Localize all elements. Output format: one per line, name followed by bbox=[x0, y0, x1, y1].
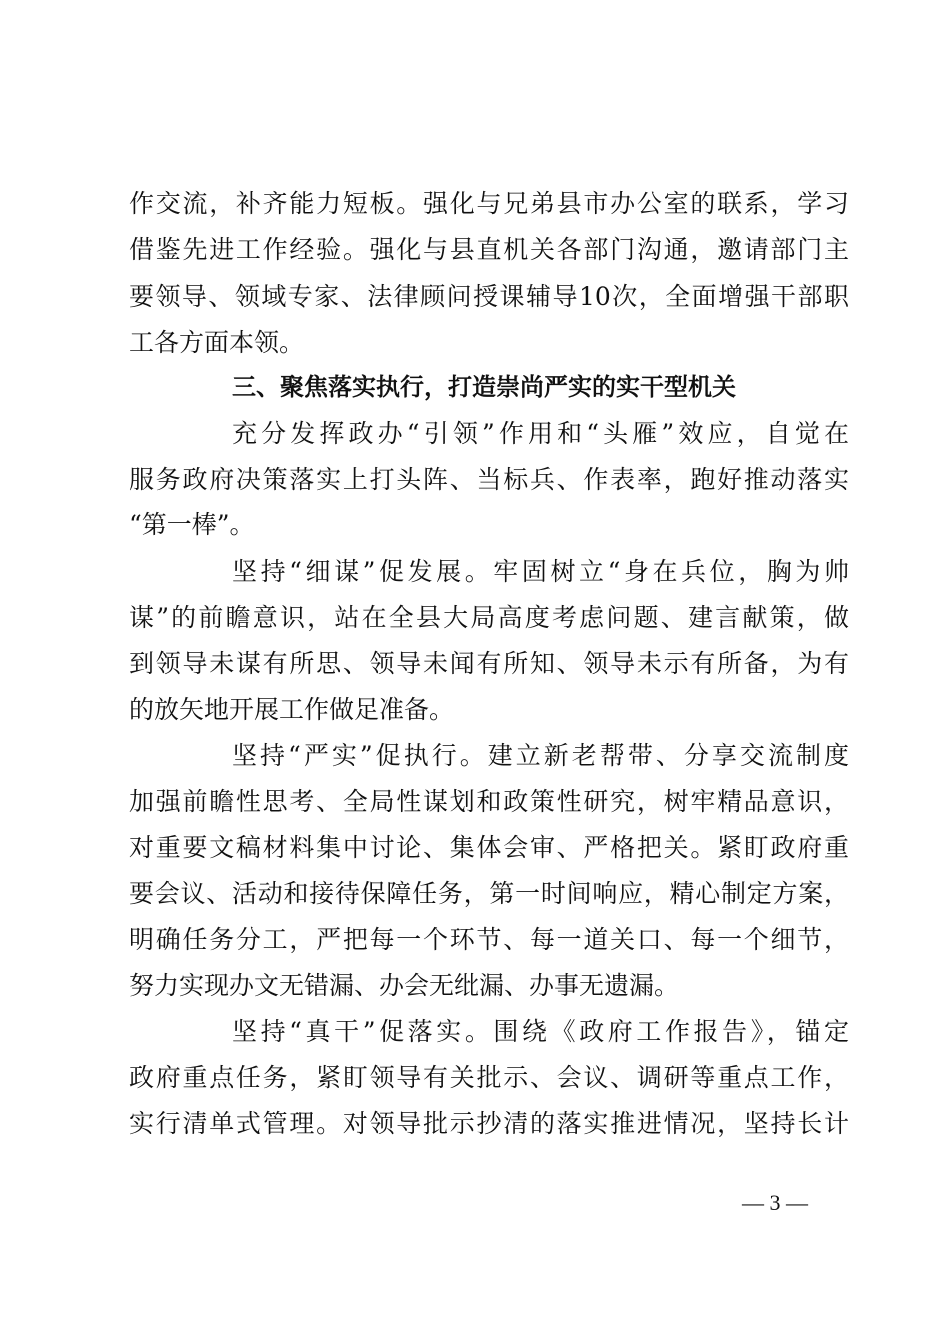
paragraph-line: 工各方面本领。 bbox=[129, 328, 305, 357]
section-heading: 三、聚焦落实执行，打造崇尚严实的实干型机关 bbox=[232, 373, 736, 401]
paragraph-line: 要领导、领域专家、法律顾问授课辅导10次，全面增强干部职 bbox=[129, 282, 849, 311]
paragraph-line: 充分发挥政办“引领”作用和“头雁”效应，自觉在 bbox=[232, 419, 849, 448]
paragraph-line: 坚持“细谋”促发展。牢固树立“身在兵位，胸为帅 bbox=[232, 557, 849, 586]
paragraph-line: 的放矢地开展工作做足准备。 bbox=[129, 695, 455, 724]
paragraph-line: 坚持“真干”促落实。围绕《政府工作报告》，锚定 bbox=[232, 1017, 849, 1046]
paragraph-line: 努力实现办文无错漏、办会无纰漏、办事无遗漏。 bbox=[129, 971, 680, 1000]
page-number: — 3 — bbox=[742, 1190, 808, 1215]
paragraph-line: 服务政府决策落实上打头阵、当标兵、作表率，跑好推动落实 bbox=[129, 465, 849, 494]
paragraph-line: 明确任务分工，严把每一个环节、每一道关口、每一个细节， bbox=[129, 925, 849, 954]
paragraph-line: 到领导未谋有所思、领导未闻有所知、领导未示有所备，为有 bbox=[129, 649, 849, 678]
paragraph-line: “第一棒”。 bbox=[129, 510, 255, 539]
paragraph-line: 借鉴先进工作经验。强化与县直机关各部门沟通，邀请部门主 bbox=[129, 235, 849, 264]
paragraph-line: 作交流，补齐能力短板。强化与兄弟县市办公室的联系，学习 bbox=[129, 189, 849, 218]
paragraph-line: 政府重点任务，紧盯领导有关批示、会议、调研等重点工作， bbox=[129, 1063, 849, 1092]
paragraph-line: 要会议、活动和接待保障任务，第一时间响应，精心制定方案， bbox=[129, 879, 849, 908]
paragraph-line: 坚持“严实”促执行。建立新老帮带、分享交流制度 bbox=[232, 741, 849, 770]
paragraph-line: 实行清单式管理。对领导批示抄清的落实推进情况，坚持长计 bbox=[129, 1109, 849, 1138]
paragraph-line: 加强前瞻性思考、全局性谋划和政策性研究，树牢精品意识， bbox=[129, 787, 849, 816]
paragraph-line: 谋”的前瞻意识，站在全县大局高度考虑问题、建言献策，做 bbox=[129, 603, 849, 632]
paragraph-line: 对重要文稿材料集中讨论、集体会审、严格把关。紧盯政府重 bbox=[129, 833, 849, 862]
